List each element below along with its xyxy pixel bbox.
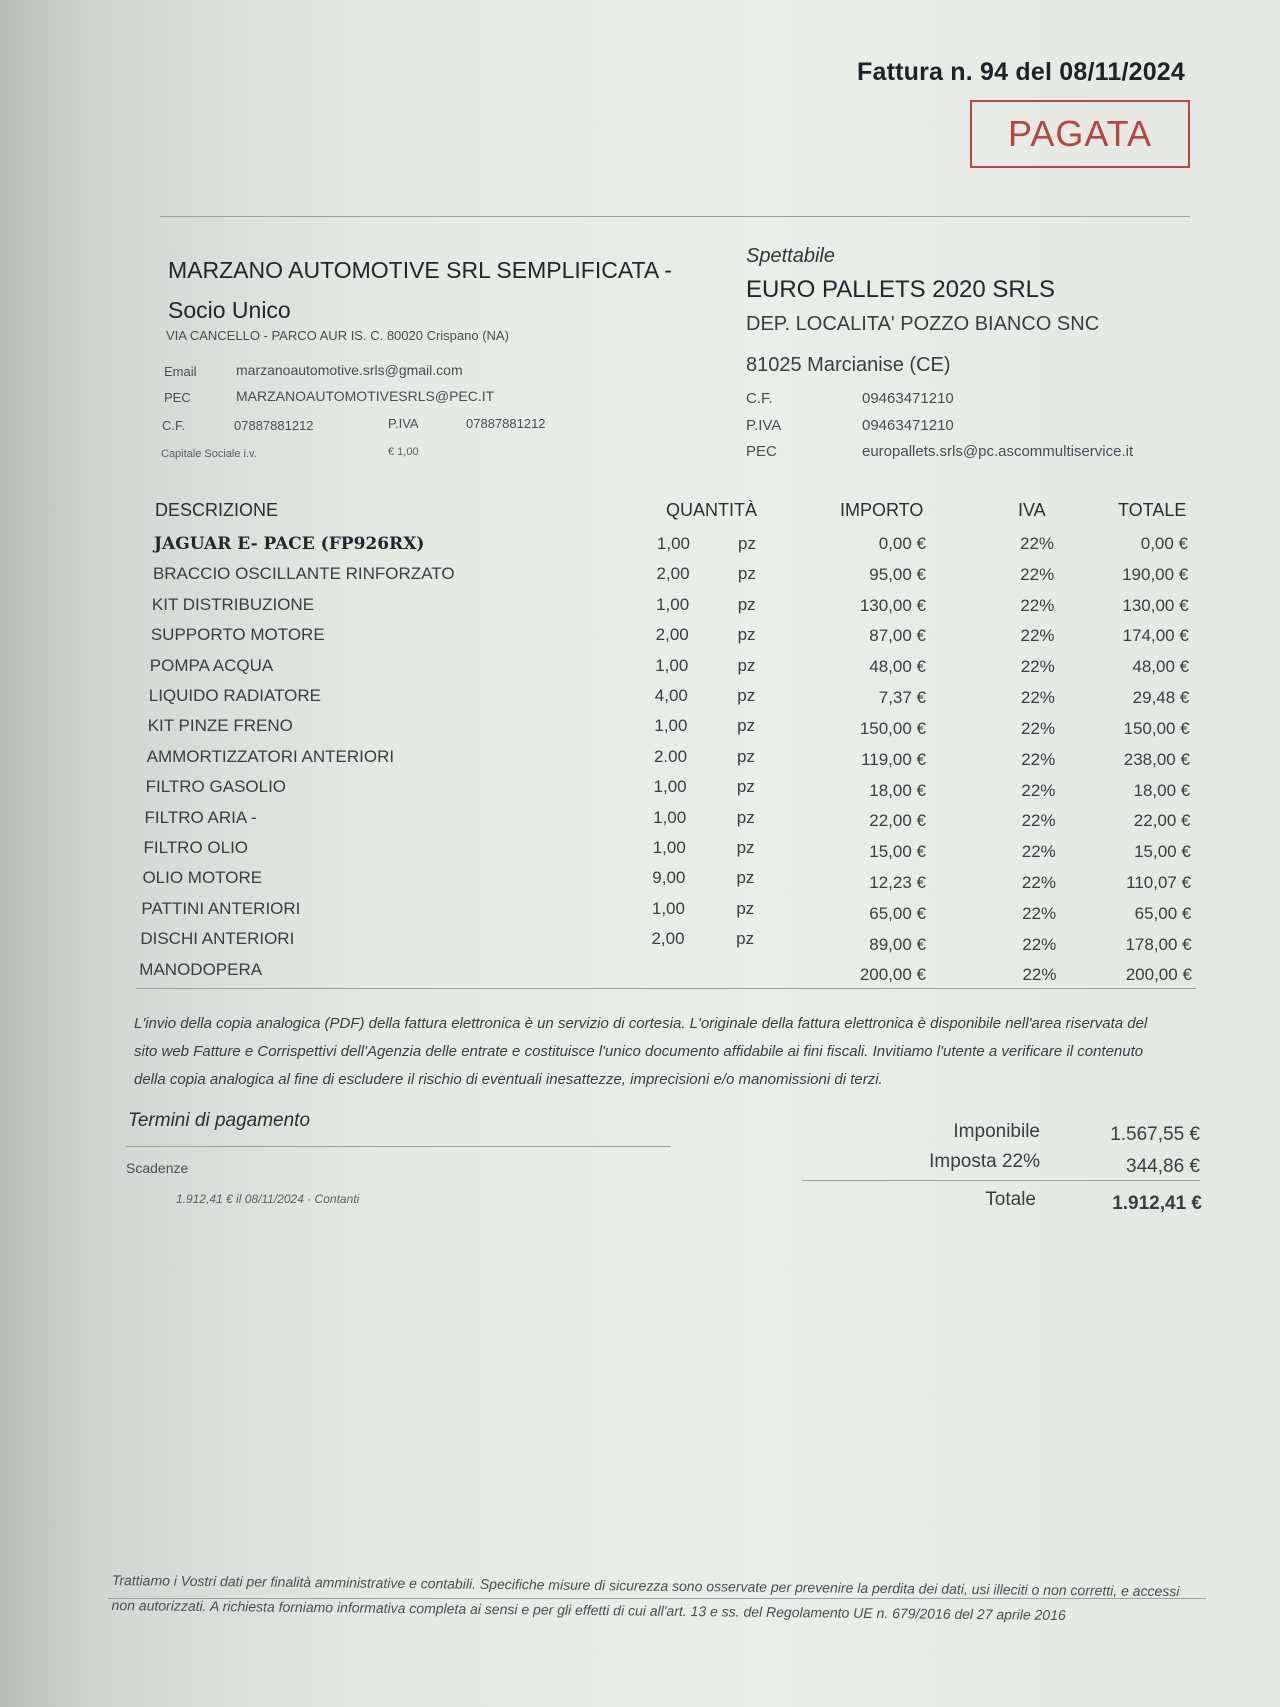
line-quantity: 2,00 xyxy=(656,564,690,584)
line-total: 15,00 € xyxy=(1134,842,1191,862)
line-quantity: 1,00 xyxy=(655,655,689,675)
line-vat-rate: 22% xyxy=(1021,718,1056,738)
line-total: 190,00 € xyxy=(1122,564,1189,584)
recipient-cf-label: C.F. xyxy=(746,390,773,407)
line-quantity: 4,00 xyxy=(654,686,688,705)
recipient-cf: 09463471210 xyxy=(862,390,954,407)
paid-stamp: PAGATA xyxy=(970,100,1190,168)
line-vat-rate: 22% xyxy=(1021,780,1056,800)
line-vat-rate: 22% xyxy=(1020,595,1055,615)
recipient-address-line1: DEP. LOCALITA' POZZO BIANCO SNC xyxy=(746,313,1100,335)
line-description: FILTRO GASOLIO xyxy=(145,777,287,797)
line-unit-price: 15,00 € xyxy=(869,842,926,862)
line-description: BRACCIO OSCILLANTE RINFORZATO xyxy=(152,564,455,584)
line-vat-rate: 22% xyxy=(1020,534,1055,553)
line-description: POMPA ACQUA xyxy=(149,655,274,675)
line-vat-rate: 22% xyxy=(1021,811,1056,831)
line-description: PATTINI ANTERIORI xyxy=(141,898,301,918)
col-header-iva: IVA xyxy=(1018,500,1046,520)
sender-pec-label: PEC xyxy=(164,390,191,405)
line-quantity: 1,00 xyxy=(656,534,690,553)
line-unit-price: 87,00 € xyxy=(869,626,926,646)
col-header-totale: TOTALE xyxy=(1118,500,1187,520)
line-description: KIT DISTRIBUZIONE xyxy=(151,594,315,614)
col-header-importo: IMPORTO xyxy=(840,500,924,520)
line-description: LIQUIDO RADIATORE xyxy=(148,686,321,705)
line-unit: pz xyxy=(736,838,755,857)
line-total: 238,00 € xyxy=(1123,749,1190,769)
line-unit: pz xyxy=(737,594,756,614)
line-vat-rate: 22% xyxy=(1022,934,1057,954)
line-unit-price: 48,00 € xyxy=(869,657,926,677)
line-unit: pz xyxy=(738,534,756,553)
line-total: 130,00 € xyxy=(1122,595,1189,615)
line-unit-price: 0,00 € xyxy=(878,534,926,553)
line-unit-price: 22,00 € xyxy=(869,811,926,831)
totale-label: Totale xyxy=(985,1189,1036,1210)
line-quantity: 2.00 xyxy=(653,746,688,766)
imposta-value: 344,86 € xyxy=(1126,1156,1200,1177)
line-total: 110,07 € xyxy=(1126,873,1192,893)
scadenza-value: 1.912,41 € il 08/11/2024 · Contanti xyxy=(176,1192,360,1206)
line-vat-rate: 22% xyxy=(1022,903,1057,923)
line-unit-price: 12,23 € xyxy=(869,873,926,893)
line-quantity: 1,00 xyxy=(653,777,687,797)
line-quantity: 2,00 xyxy=(655,625,689,645)
privacy-footer: Trattiamo i Vostri dati per finalità amministrative e contabili. Specifiche misure di sicurezza sono osservate per prevenire la perdita dei dati, usi illeciti o non corretti, e accessi non autorizzati. A richiesta forniamo informativa completa ai sensi e per gli effetti di cui all'art. 13 e ss. del Regolamento UE n. 679/2016 del 27 aprile 2016 xyxy=(111,1571,1180,1623)
line-quantity: 9,00 xyxy=(652,868,686,888)
line-unit-price: 95,00 € xyxy=(869,564,926,584)
table-bottom-rule xyxy=(136,988,1196,989)
line-total: 0,00 € xyxy=(1140,534,1188,553)
line-description: JAGUAR E- PACE (FP926RX) xyxy=(154,534,425,554)
line-unit: pz xyxy=(736,898,755,918)
header-divider xyxy=(160,216,1190,217)
recipient-piva: 09463471210 xyxy=(862,417,954,434)
line-quantity: 2,00 xyxy=(651,929,685,949)
line-total: 150,00 € xyxy=(1123,718,1190,738)
line-vat-rate: 22% xyxy=(1022,965,1057,985)
line-description: KIT PINZE FRENO xyxy=(147,716,293,736)
courtesy-copy-note: L'invio della copia analogica (PDF) della fattura elettronica è un servizio di cortesia. L'originale della fattura elettronica è disponibile nell'area riservata del sito web Fatture e Corrispettivi dell'Agenzia delle entrate e costituisce l'unico documento affidabile ai fini fiscali. Invitiamo l'utente a verificare il contenuto della copia analogica al fine di escludere il rischio di eventuali inesattezze, imprecisioni e/o manomissioni di terzi. xyxy=(134,1015,1148,1088)
line-total: 29,48 € xyxy=(1132,688,1190,708)
sender-name-line2: Socio Unico xyxy=(168,297,291,323)
line-total: 65,00 € xyxy=(1134,903,1192,923)
line-unit: pz xyxy=(737,564,756,584)
line-description: SUPPORTO MOTORE xyxy=(150,625,325,645)
imposta-label: Imposta 22% xyxy=(929,1151,1040,1172)
line-description: DISCHI ANTERIORI xyxy=(140,929,295,949)
line-description: OLIO MOTORE xyxy=(142,868,263,888)
recipient-piva-label: P.IVA xyxy=(746,417,782,434)
line-vat-rate: 22% xyxy=(1020,688,1055,708)
sender-email-label: Email xyxy=(164,364,197,379)
sender-address: VIA CANCELLO - PARCO AUR IS. C. 80020 Crispano (NA) xyxy=(166,328,509,343)
line-unit-price: 89,00 € xyxy=(869,934,926,954)
capitale-value: € 1,00 xyxy=(388,446,419,458)
line-unit: pz xyxy=(736,929,755,949)
line-unit-price: 7,37 € xyxy=(878,688,926,708)
line-unit: pz xyxy=(736,777,755,797)
summary-rule xyxy=(802,1180,1200,1181)
recipient-pec: europallets.srls@pc.ascommultiservice.it xyxy=(862,443,1134,460)
line-unit: pz xyxy=(737,716,756,736)
line-description: FILTRO ARIA - xyxy=(144,807,257,827)
line-vat-rate: 22% xyxy=(1021,842,1056,862)
line-total: 22,00 € xyxy=(1133,811,1191,831)
line-unit-price: 150,00 € xyxy=(859,718,926,738)
sender-piva-label: P.IVA xyxy=(388,416,419,431)
line-quantity: 1,00 xyxy=(652,838,686,857)
line-vat-rate: 22% xyxy=(1020,657,1055,677)
line-description: FILTRO OLIO xyxy=(143,838,249,857)
line-vat-rate: 22% xyxy=(1021,873,1056,893)
sender-name xyxy=(168,250,688,330)
line-unit: pz xyxy=(737,625,756,645)
recipient-heading: Spettabile xyxy=(746,245,835,267)
line-unit-price: 200,00 € xyxy=(859,965,926,985)
line-vat-rate: 22% xyxy=(1021,749,1056,769)
sender-email: marzanoautomotive.srls@gmail.com xyxy=(236,362,463,378)
line-quantity: 1,00 xyxy=(653,807,687,827)
line-total: 174,00 € xyxy=(1122,626,1189,646)
sender-cf: 07887881212 xyxy=(234,418,314,433)
line-quantity: 1,00 xyxy=(654,716,688,736)
line-unit: pz xyxy=(736,807,755,827)
totale-value: 1.912,41 € xyxy=(1112,1193,1202,1214)
line-description: AMMORTIZZATORI ANTERIORI xyxy=(146,746,395,766)
line-vat-rate: 22% xyxy=(1020,564,1055,584)
line-quantity: 1,00 xyxy=(651,898,685,918)
line-total: 48,00 € xyxy=(1132,657,1190,677)
col-header-descrizione: DESCRIZIONE xyxy=(155,500,279,520)
line-total: 178,00 € xyxy=(1125,934,1192,954)
line-unit-price: 119,00 € xyxy=(861,749,926,769)
recipient-pec-label: PEC xyxy=(746,443,777,460)
col-header-quantita: QUANTITÀ xyxy=(666,500,758,520)
line-unit-price: 18,00 € xyxy=(869,780,926,800)
sender-pec: MARZANOAUTOMOTIVESRLS@PEC.IT xyxy=(236,388,495,404)
line-unit-price: 65,00 € xyxy=(869,903,926,923)
sender-piva: 07887881212 xyxy=(466,416,546,431)
sender-cf-label: C.F. xyxy=(162,418,186,433)
imponibile-label: Imponibile xyxy=(953,1121,1040,1142)
line-unit: pz xyxy=(737,746,755,766)
line-vat-rate: 22% xyxy=(1020,626,1055,646)
line-unit: pz xyxy=(737,686,756,705)
line-unit-price: 130,00 € xyxy=(859,595,926,615)
capitale-label: Capitale Sociale i.v. xyxy=(161,448,257,460)
line-description: MANODOPERA xyxy=(139,959,263,979)
scadenze-label: Scadenze xyxy=(126,1160,189,1176)
invoice-title: Fattura n. 94 del 08/11/2024 xyxy=(857,58,1185,86)
line-total: 18,00 € xyxy=(1133,780,1191,800)
line-total: 200,00 € xyxy=(1125,965,1192,985)
line-quantity: 1,00 xyxy=(656,594,690,614)
line-unit: pz xyxy=(736,868,755,888)
payment-terms-rule xyxy=(126,1146,671,1147)
recipient-name: EURO PALLETS 2020 SRLS xyxy=(746,276,1056,303)
line-unit: pz xyxy=(737,655,756,675)
recipient-address-line2: 81025 Marcianise (CE) xyxy=(746,354,951,376)
imponibile-value: 1.567,55 € xyxy=(1110,1124,1200,1145)
payment-terms-title: Termini di pagamento xyxy=(128,1110,311,1131)
sender-name-line1: MARZANO AUTOMOTIVE SRL SEMPLIFICATA - xyxy=(168,257,672,283)
